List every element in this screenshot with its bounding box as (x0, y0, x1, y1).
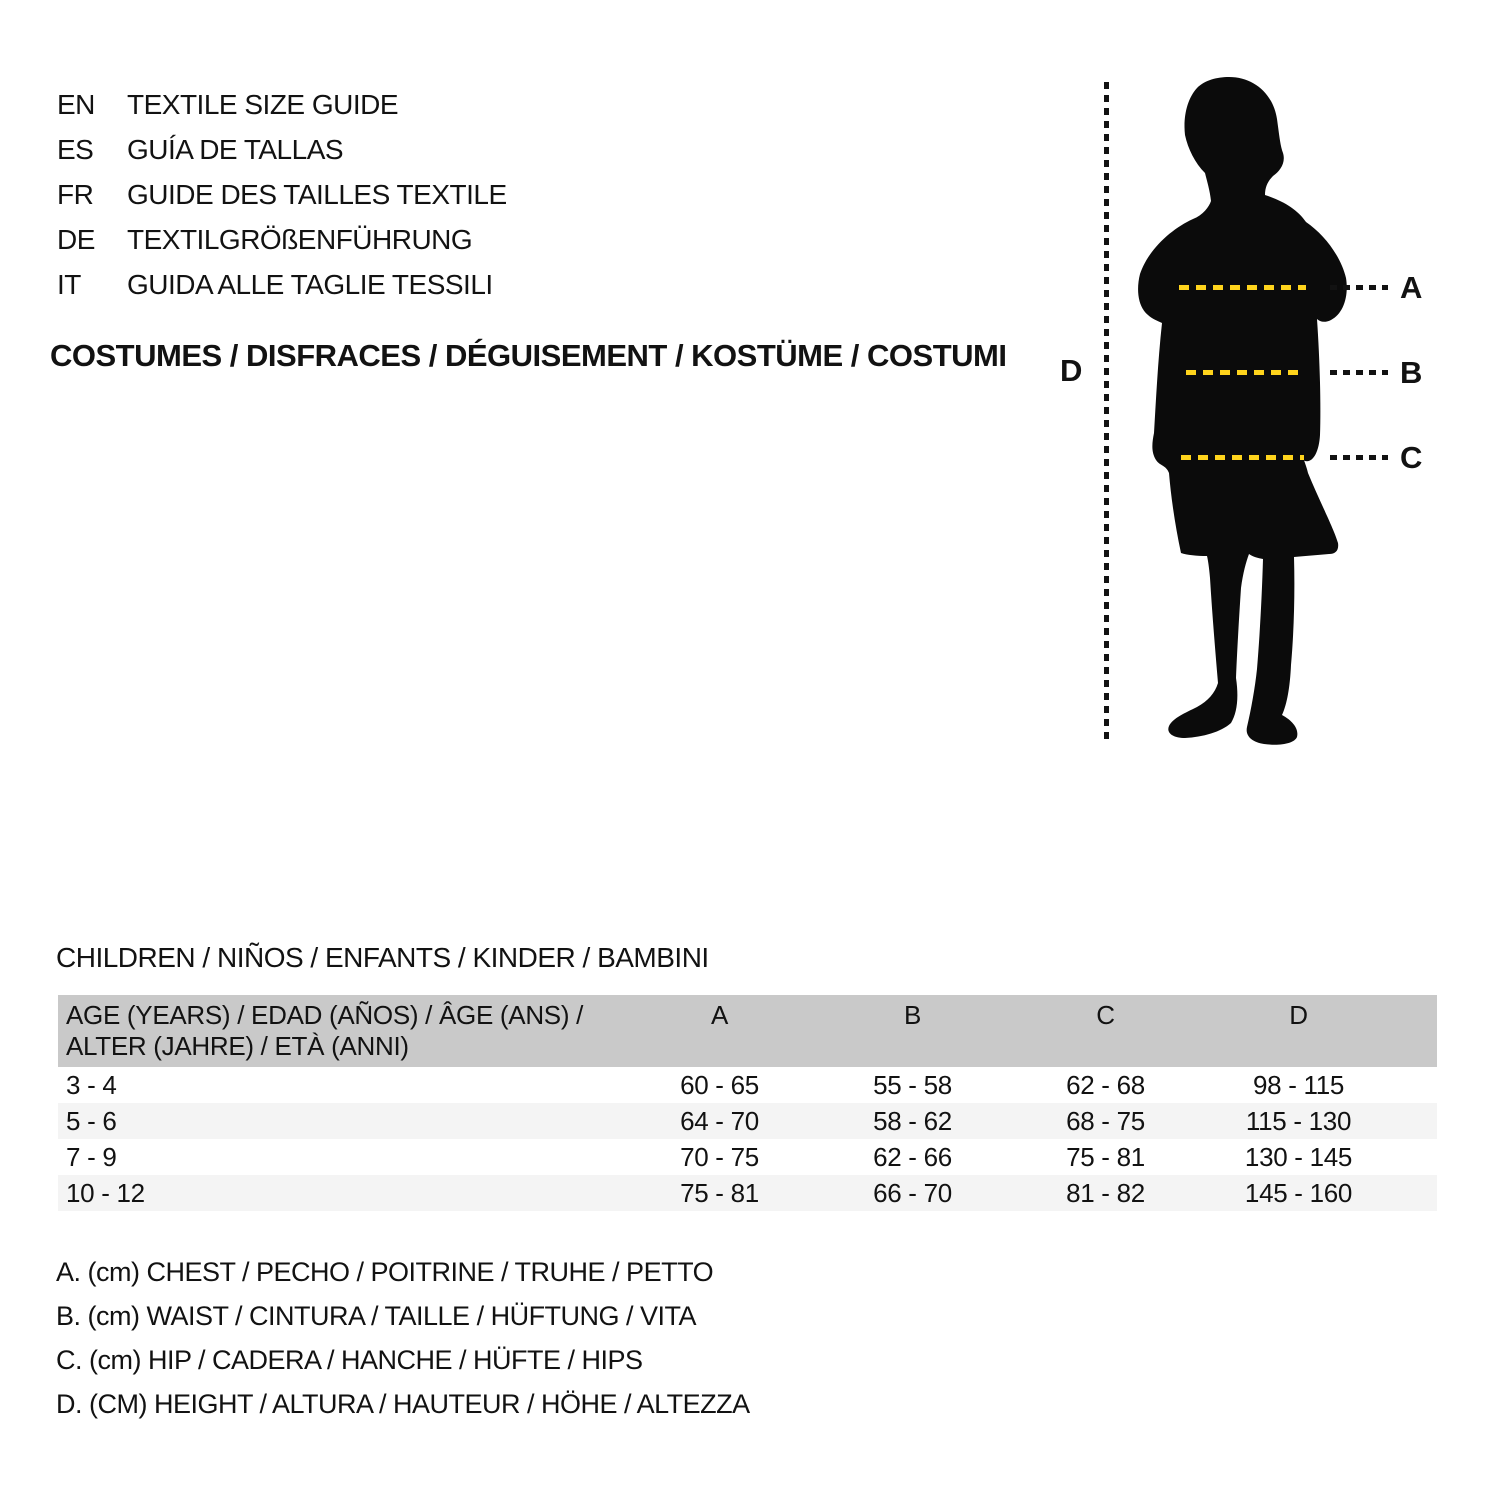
figure-label-c: C (1400, 440, 1423, 475)
chest-measure-line-a (1179, 285, 1306, 290)
chest-value: 64 - 70 (680, 1106, 759, 1136)
age-value: 7 - 9 (66, 1142, 117, 1172)
lang-code: ES (57, 134, 94, 165)
lang-title: GUIDE DES TAILLES TEXTILE (127, 179, 507, 210)
age-column-header (58, 995, 623, 1067)
column-header-c: C (1096, 1000, 1115, 1030)
table-row (58, 1103, 1437, 1139)
age-value: 3 - 4 (66, 1070, 117, 1100)
table-row (58, 1067, 1437, 1103)
hip-measure-line-c (1181, 455, 1304, 460)
lang-title: TEXTILGRÖßENFÜHRUNG (127, 224, 473, 255)
height-value: 130 - 145 (1244, 1142, 1353, 1172)
waist-value: 62 - 66 (873, 1142, 952, 1172)
lang-row-it (57, 262, 507, 307)
measurement-legend (56, 1250, 750, 1426)
waist-measure-line-b (1186, 370, 1300, 375)
figure-label-b: B (1400, 355, 1423, 390)
chest-value: 75 - 81 (680, 1178, 759, 1208)
child-silhouette (1125, 73, 1365, 748)
size-table (58, 995, 1437, 1211)
lang-row-en (57, 82, 507, 127)
age-value: 10 - 12 (66, 1178, 145, 1208)
chest-value: 70 - 75 (680, 1142, 759, 1172)
table-row (58, 1175, 1437, 1211)
legend-height: D. (CM) HEIGHT / ALTURA / HAUTEUR / HÖHE / ALTEZZA (56, 1389, 750, 1419)
age-header-line2: ALTER (JAHRE) / ETÀ (ANNI) (66, 1031, 409, 1061)
category-title: COSTUMES / DISFRACES / DÉGUISEMENT / KOSTÜME / COSTUMI (50, 338, 1007, 373)
hip-value: 68 - 75 (1066, 1106, 1145, 1136)
age-value: 5 - 6 (66, 1106, 117, 1136)
height-value: 145 - 160 (1244, 1178, 1353, 1208)
connector-line-b (1330, 370, 1388, 375)
table-row (58, 1139, 1437, 1175)
table-header-row (58, 995, 1437, 1067)
lang-row-es (57, 127, 507, 172)
lang-code: IT (57, 269, 81, 300)
language-title-list (57, 82, 507, 307)
lang-code: FR (57, 179, 94, 210)
waist-value: 66 - 70 (873, 1178, 952, 1208)
lang-title: TEXTILE SIZE GUIDE (127, 89, 399, 120)
column-header-b: B (903, 1000, 922, 1030)
connector-line-a (1330, 285, 1388, 290)
lang-code: EN (57, 89, 95, 120)
chest-value: 60 - 65 (680, 1070, 759, 1100)
connector-line-c (1330, 455, 1388, 460)
table-section-title: CHILDREN / NIÑOS / ENFANTS / KINDER / BAMBINI (56, 942, 709, 973)
legend-hip: C. (cm) HIP / CADERA / HANCHE / HÜFTE / HIPS (56, 1345, 643, 1375)
age-header-line1: AGE (YEARS) / EDAD (AÑOS) / ÂGE (ANS) / (66, 1000, 584, 1030)
lang-code: DE (57, 224, 95, 255)
legend-chest: A. (cm) CHEST / PECHO / POITRINE / TRUHE / PETTO (56, 1257, 714, 1287)
lang-row-de (57, 217, 507, 262)
hip-value: 75 - 81 (1066, 1142, 1145, 1172)
legend-waist: B. (cm) WAIST / CINTURA / TAILLE / HÜFTUNG / VITA (56, 1301, 697, 1331)
lang-title: GUÍA DE TALLAS (127, 134, 344, 165)
hip-value: 62 - 68 (1066, 1070, 1145, 1100)
column-header-d: D (1289, 1000, 1308, 1030)
hip-value: 81 - 82 (1066, 1178, 1145, 1208)
height-value: 115 - 130 (1245, 1106, 1352, 1136)
waist-value: 55 - 58 (873, 1070, 952, 1100)
height-measure-line-d (1104, 82, 1109, 745)
lang-title: GUIDA ALLE TAGLIE TESSILI (127, 269, 493, 300)
height-value: 98 - 115 (1252, 1070, 1345, 1100)
figure-label-d: D (1060, 353, 1083, 388)
measurement-figure (1040, 60, 1460, 770)
lang-row-fr (57, 172, 507, 217)
waist-value: 58 - 62 (873, 1106, 952, 1136)
column-header-a: A (710, 1000, 729, 1030)
figure-label-a: A (1400, 270, 1423, 305)
